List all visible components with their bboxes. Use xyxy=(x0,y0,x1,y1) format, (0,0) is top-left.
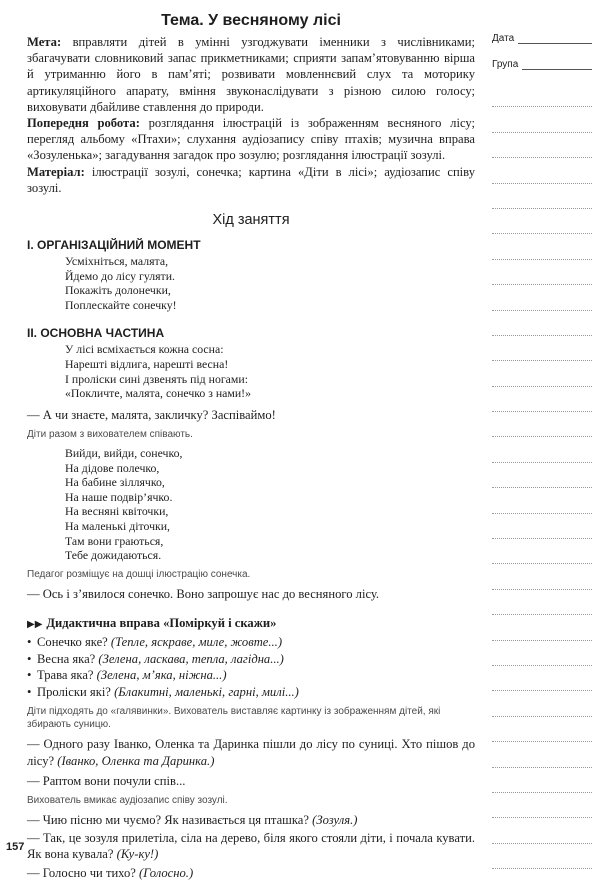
ruled-line xyxy=(492,539,592,564)
ruled-line xyxy=(492,463,592,488)
goal-label: Мета: xyxy=(27,35,62,49)
line-loud xyxy=(27,865,475,881)
date-field xyxy=(492,30,592,44)
poem-line: Усміхніться, малята, xyxy=(65,254,169,269)
lesson-title: Тема. У весняному лісі xyxy=(161,12,341,29)
poem-sun-call xyxy=(65,446,475,563)
bullet-icon: • xyxy=(27,668,32,683)
ruled-line xyxy=(492,412,592,437)
ruled-line xyxy=(492,768,592,793)
list-item xyxy=(27,667,475,684)
poem-line: На маленькі діточки, xyxy=(65,518,171,533)
ruled-line xyxy=(492,311,592,336)
poem-line: «Покличте, малята, сонечко з нами!» xyxy=(65,386,252,401)
ruled-line xyxy=(492,615,592,640)
note-sing: Діти разом з вихователем співають. xyxy=(27,428,193,440)
dialog-question: — Голосно чи тихо? xyxy=(27,865,140,880)
list-item xyxy=(27,651,475,668)
note-audio: Вихователь вмикає аудіозапис співу зозулі. xyxy=(27,794,228,806)
poem-line: У лісі всміхається кожна сосна: xyxy=(65,342,224,357)
ruled-line xyxy=(492,82,592,107)
ruled-line xyxy=(492,209,592,234)
ruled-line xyxy=(492,234,592,259)
note-glade: Діти підходять до «галявинки». Вихователь виставляє картинку із зображенням дітей, які збирають суницю. xyxy=(27,706,441,731)
ruled-line xyxy=(492,564,592,589)
ruled-line xyxy=(492,361,592,386)
question: Трава яка? xyxy=(37,668,97,683)
section-heading-organizational: I. ОРГАНІЗАЦІЙНИЙ МОМЕНТ xyxy=(27,238,201,253)
line-sun: — Ось і з’явилося сонечко. Воно запрошує нас до весняного лісу. xyxy=(27,586,380,601)
exercise-title: Дидактична вправа «Поміркуй і скажи» xyxy=(46,615,277,630)
dialog-question: — Так, це зозуля прилетіла, сіла на дерево, біля якого стояли діти, і почала кувати. Як вона кувала? xyxy=(27,831,475,862)
ruled-line xyxy=(492,184,592,209)
ruled-line xyxy=(492,336,592,361)
poem-line: Тебе дожидаються. xyxy=(65,548,162,563)
question: Сонечко яке? xyxy=(37,634,111,649)
line-once xyxy=(27,736,475,768)
notes-sidebar xyxy=(492,30,592,869)
ruled-line xyxy=(492,260,592,285)
dialog-question: — Одного разу Іванко, Оленка та Даринка пішли до лісу по суниці. Хто пішов до лісу? xyxy=(27,737,475,768)
group-line xyxy=(522,59,592,70)
ruled-line xyxy=(492,641,592,666)
poem-spring xyxy=(65,342,475,400)
bullet-icon: • xyxy=(27,684,32,699)
ruled-line xyxy=(492,387,592,412)
goal-text: вправляти дітей в умінні узгоджувати іменники з числівниками; збагачувати словниковий запас прикметниками; сприяти запам’ятовуванню вірша й утриманню його в пам’яті; розвивати мовленнєвий слух та моторику артикуляційного апарату, вміння звуконаслідувати з різною силою голосу; виховувати дбайливе ставлення до природи. xyxy=(27,35,475,114)
ruled-line xyxy=(492,488,592,513)
ruled-line xyxy=(492,717,592,742)
group-label: Група xyxy=(492,59,519,70)
dialog-question: — Чию пісню ми чуємо? Як називається ця пташка? xyxy=(27,812,313,827)
question: Весна яка? xyxy=(37,651,99,666)
ruled-line xyxy=(492,133,592,158)
ruled-line xyxy=(492,107,592,132)
ruled-line xyxy=(492,158,592,183)
line-zaklychka: — А чи знаєте, малята, закличку? Заспіваймо! xyxy=(27,407,276,422)
dialog-answer: (Голосно.) xyxy=(139,865,194,880)
answer: (Тепле, яскраве, миле, жовте...) xyxy=(110,634,283,649)
ruled-line xyxy=(492,691,592,716)
goal-paragraph xyxy=(27,34,475,115)
poem-line: І проліски сині дзвенять під ногами: xyxy=(65,371,248,386)
ruled-line xyxy=(492,818,592,843)
group-field xyxy=(492,56,592,70)
line-sudden: — Раптом вони почули спів... xyxy=(27,773,186,788)
answer: (Блакитні, маленькі, гарні, милі...) xyxy=(114,684,299,699)
ruled-line xyxy=(492,742,592,767)
exercise-list xyxy=(27,634,475,700)
ruled-line xyxy=(492,437,592,462)
bullet-icon: • xyxy=(27,634,32,649)
dialog-answer: (Іванко, Оленка та Даринка.) xyxy=(57,753,215,768)
poem-line: На весняні квіточки, xyxy=(65,504,169,519)
poem-line: На дідове полечко, xyxy=(65,460,160,475)
dialog-answer: (Ку-ку!) xyxy=(116,847,159,862)
ruled-lines xyxy=(492,82,592,869)
poem-line: Нарешті відлига, нарешті весна! xyxy=(65,357,229,371)
list-item xyxy=(27,684,475,701)
poem-line: На бабине зіллячко, xyxy=(65,475,165,490)
bullet-icon: • xyxy=(27,651,32,666)
ruled-line xyxy=(492,285,592,310)
date-label: Дата xyxy=(492,33,515,44)
material-text: ілюстрації зозулі, сонечка; картина «Діти в лісі»; аудіозапис співу зозулі. xyxy=(27,164,475,195)
exercise-heading xyxy=(27,616,475,631)
note-teacher: Педагог розміщує на дошці ілюстрацію сонечка. xyxy=(27,568,251,580)
section-heading-main: II. ОСНОВНА ЧАСТИНА xyxy=(27,326,165,341)
preparation-text: розглядання ілюстрацій із зображенням весняного лісу; перегляд альбому «Птахи»; слухання аудіозапису співу птахів; музична вправа «Зозуленька»; загадування загадок про зозулю; розглядання ілюстрації зозулі. xyxy=(27,116,475,163)
question: Проліски які? xyxy=(37,684,115,699)
ruled-line xyxy=(492,793,592,818)
poem-greeting xyxy=(65,254,475,312)
answer: (Зелена, м’яка, ніжна...) xyxy=(96,668,227,683)
list-item xyxy=(27,634,475,651)
line-song xyxy=(27,812,475,828)
ruled-line xyxy=(492,844,592,869)
page-number: 157 xyxy=(6,841,25,853)
poem-line: Покажіть долонечки, xyxy=(65,283,171,298)
ruled-line xyxy=(492,666,592,691)
ruled-line xyxy=(492,590,592,615)
material-label: Матеріал: xyxy=(27,164,85,179)
answer: (Зелена, ласкава, тепла, лагідна...) xyxy=(98,651,284,666)
poem-line: На наше подвір’ячко. xyxy=(65,489,173,504)
preparation-label: Попередня робота: xyxy=(27,116,140,131)
line-cuckoo xyxy=(27,830,475,862)
lesson-content xyxy=(27,12,475,883)
material-paragraph xyxy=(27,164,475,196)
poem-line: Там вони граються, xyxy=(65,533,164,548)
poem-line: Поплескайте сонечку! xyxy=(65,297,177,312)
poem-line: Йдемо до лісу гуляти. xyxy=(65,268,175,283)
course-heading: Хід заняття xyxy=(212,212,290,229)
poem-line: Вийди, вийди, сонечко, xyxy=(65,445,183,460)
double-arrow-icon: ▶▶ xyxy=(27,618,43,630)
preparation-paragraph xyxy=(27,115,475,164)
ruled-line xyxy=(492,514,592,539)
date-line xyxy=(518,33,592,44)
dialog-answer: (Зозуля.) xyxy=(312,812,358,827)
